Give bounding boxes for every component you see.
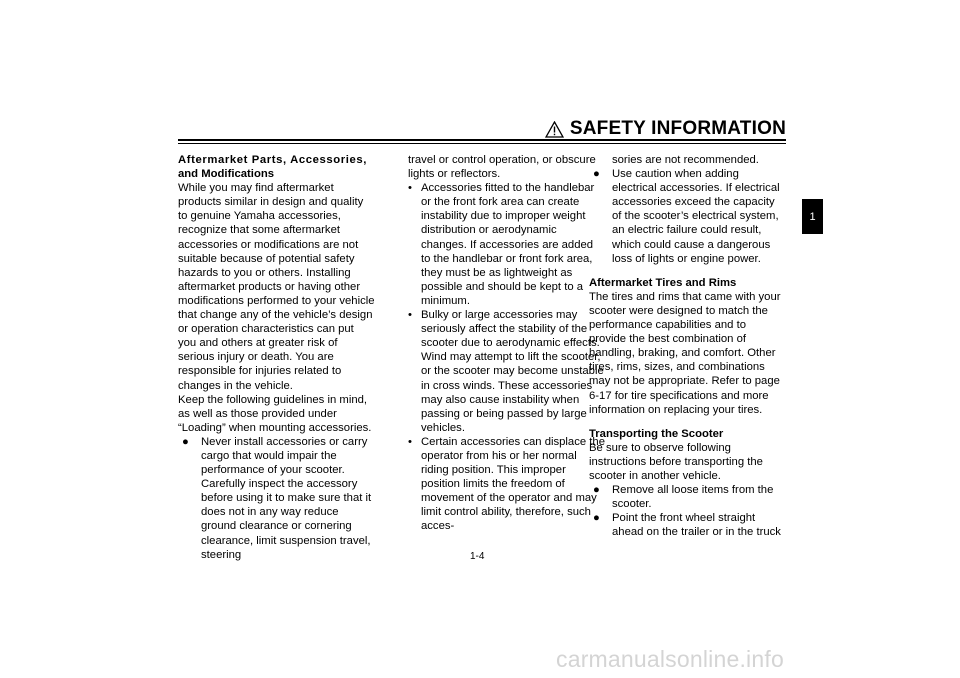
dash-bullet-icon: • [408, 435, 412, 448]
page-number: 1-4 [470, 551, 485, 562]
watermark: carmanualsonline.info [556, 646, 784, 672]
section-heading-line2: and Modifications [178, 168, 275, 181]
bullet-item [593, 167, 786, 266]
page-title: SAFETY INFORMATION [569, 118, 786, 139]
bullet-text: Never install accessories or carry cargo that would impair the performance of your scooter. Carefully inspect the accessory before using it to make sure that it does not in any way reduce ground clearance or cornering clearance, limit suspension travel, steering [201, 435, 372, 561]
page-header [545, 118, 786, 140]
chapter-tab: 1 [802, 199, 823, 234]
bullet-text: Point the front wheel straight ahead on the trailer or in the truck [612, 512, 781, 539]
bullet-item [593, 511, 786, 539]
dash-bullet-icon: • [408, 182, 412, 195]
dash-item [408, 308, 605, 435]
paragraph: Keep the following guidelines in mind, as well as those provided under “Loading” when mounting accessories. [178, 393, 372, 434]
column-1 [178, 153, 375, 562]
section-heading: Transporting the Scooter [589, 427, 724, 440]
bullet-icon: ● [593, 484, 600, 497]
column-3 [589, 153, 786, 539]
header-rule-thin [178, 143, 786, 144]
column-2 [408, 153, 605, 534]
dash-text: Certain accessories can displace the operator from his or her normal riding position. This improper position limits the freedom of movement of the operator and may limit control ability, therefore, such acces- [421, 435, 605, 533]
bullet-item [182, 435, 375, 562]
bullet-icon: ● [593, 168, 600, 181]
section-heading: Aftermarket Tires and Rims [589, 276, 737, 289]
bullet-icon: ● [593, 512, 600, 525]
warning-triangle-icon [545, 121, 564, 138]
bullet-text: Use caution when adding electrical accessories. If electrical accessories exceed the capacity of the scooter’s electrical system, an electric failure could result, which could cause a dangerous loss of lights or engine power. [612, 168, 780, 265]
header-rule [178, 139, 786, 141]
paragraph: The tires and rims that came with your scooter were designed to match the performance capabilities and to provide the best combination of handling, braking, and comfort. Other tires, rims, sizes, and combinations may not be appropriate. Refer to page 6-17 for tire specifications and more information on replacing your tires. [589, 290, 781, 416]
paragraph: While you may find aftermarket products similar in design and quality to genuine Yamaha accessories, recognize that some aftermarket accessories or modifications are not suitable because of potential safety hazards to you or others. Installing aftermarket products or having other modifications performed to your vehicle that change any of the vehicle’s design or operation characteristics can put you and others at greater risk of serious injury or death. You are responsible for injuries related to changes in the vehicle. [178, 182, 375, 392]
dash-item [408, 435, 605, 534]
section-heading: Aftermarket Parts, Accessories, [178, 154, 367, 166]
dash-text: Accessories fitted to the handlebar or the front fork area can create instability due to improper weight distribution or aerodynamic changes. If accessories are added to the handlebar or front fork area, they must be as lightweight as possible and should be kept to a minimum. [421, 182, 595, 307]
bullet-icon: ● [182, 435, 189, 448]
bullet-text: Remove all loose items from the scooter. [612, 484, 774, 511]
paragraph: Be sure to observe following instructions before transporting the scooter in another vehicle. [589, 441, 763, 482]
paragraph-continued: travel or control operation, or obscure lights or reflectors. [408, 154, 596, 181]
bullet-continued: sories are not recommended. [612, 154, 759, 166]
dash-text: Bulky or large accessories may seriously affect the stability of the scooter due to aerodynamic effects. Wind may attempt to lift the scooter, or the scooter may become unstable in cross winds. These accessories may also cause instability when passing or being passed by large vehicles. [421, 309, 604, 434]
bullet-item [593, 483, 786, 511]
dash-item [408, 181, 605, 308]
dash-bullet-icon: • [408, 309, 412, 322]
